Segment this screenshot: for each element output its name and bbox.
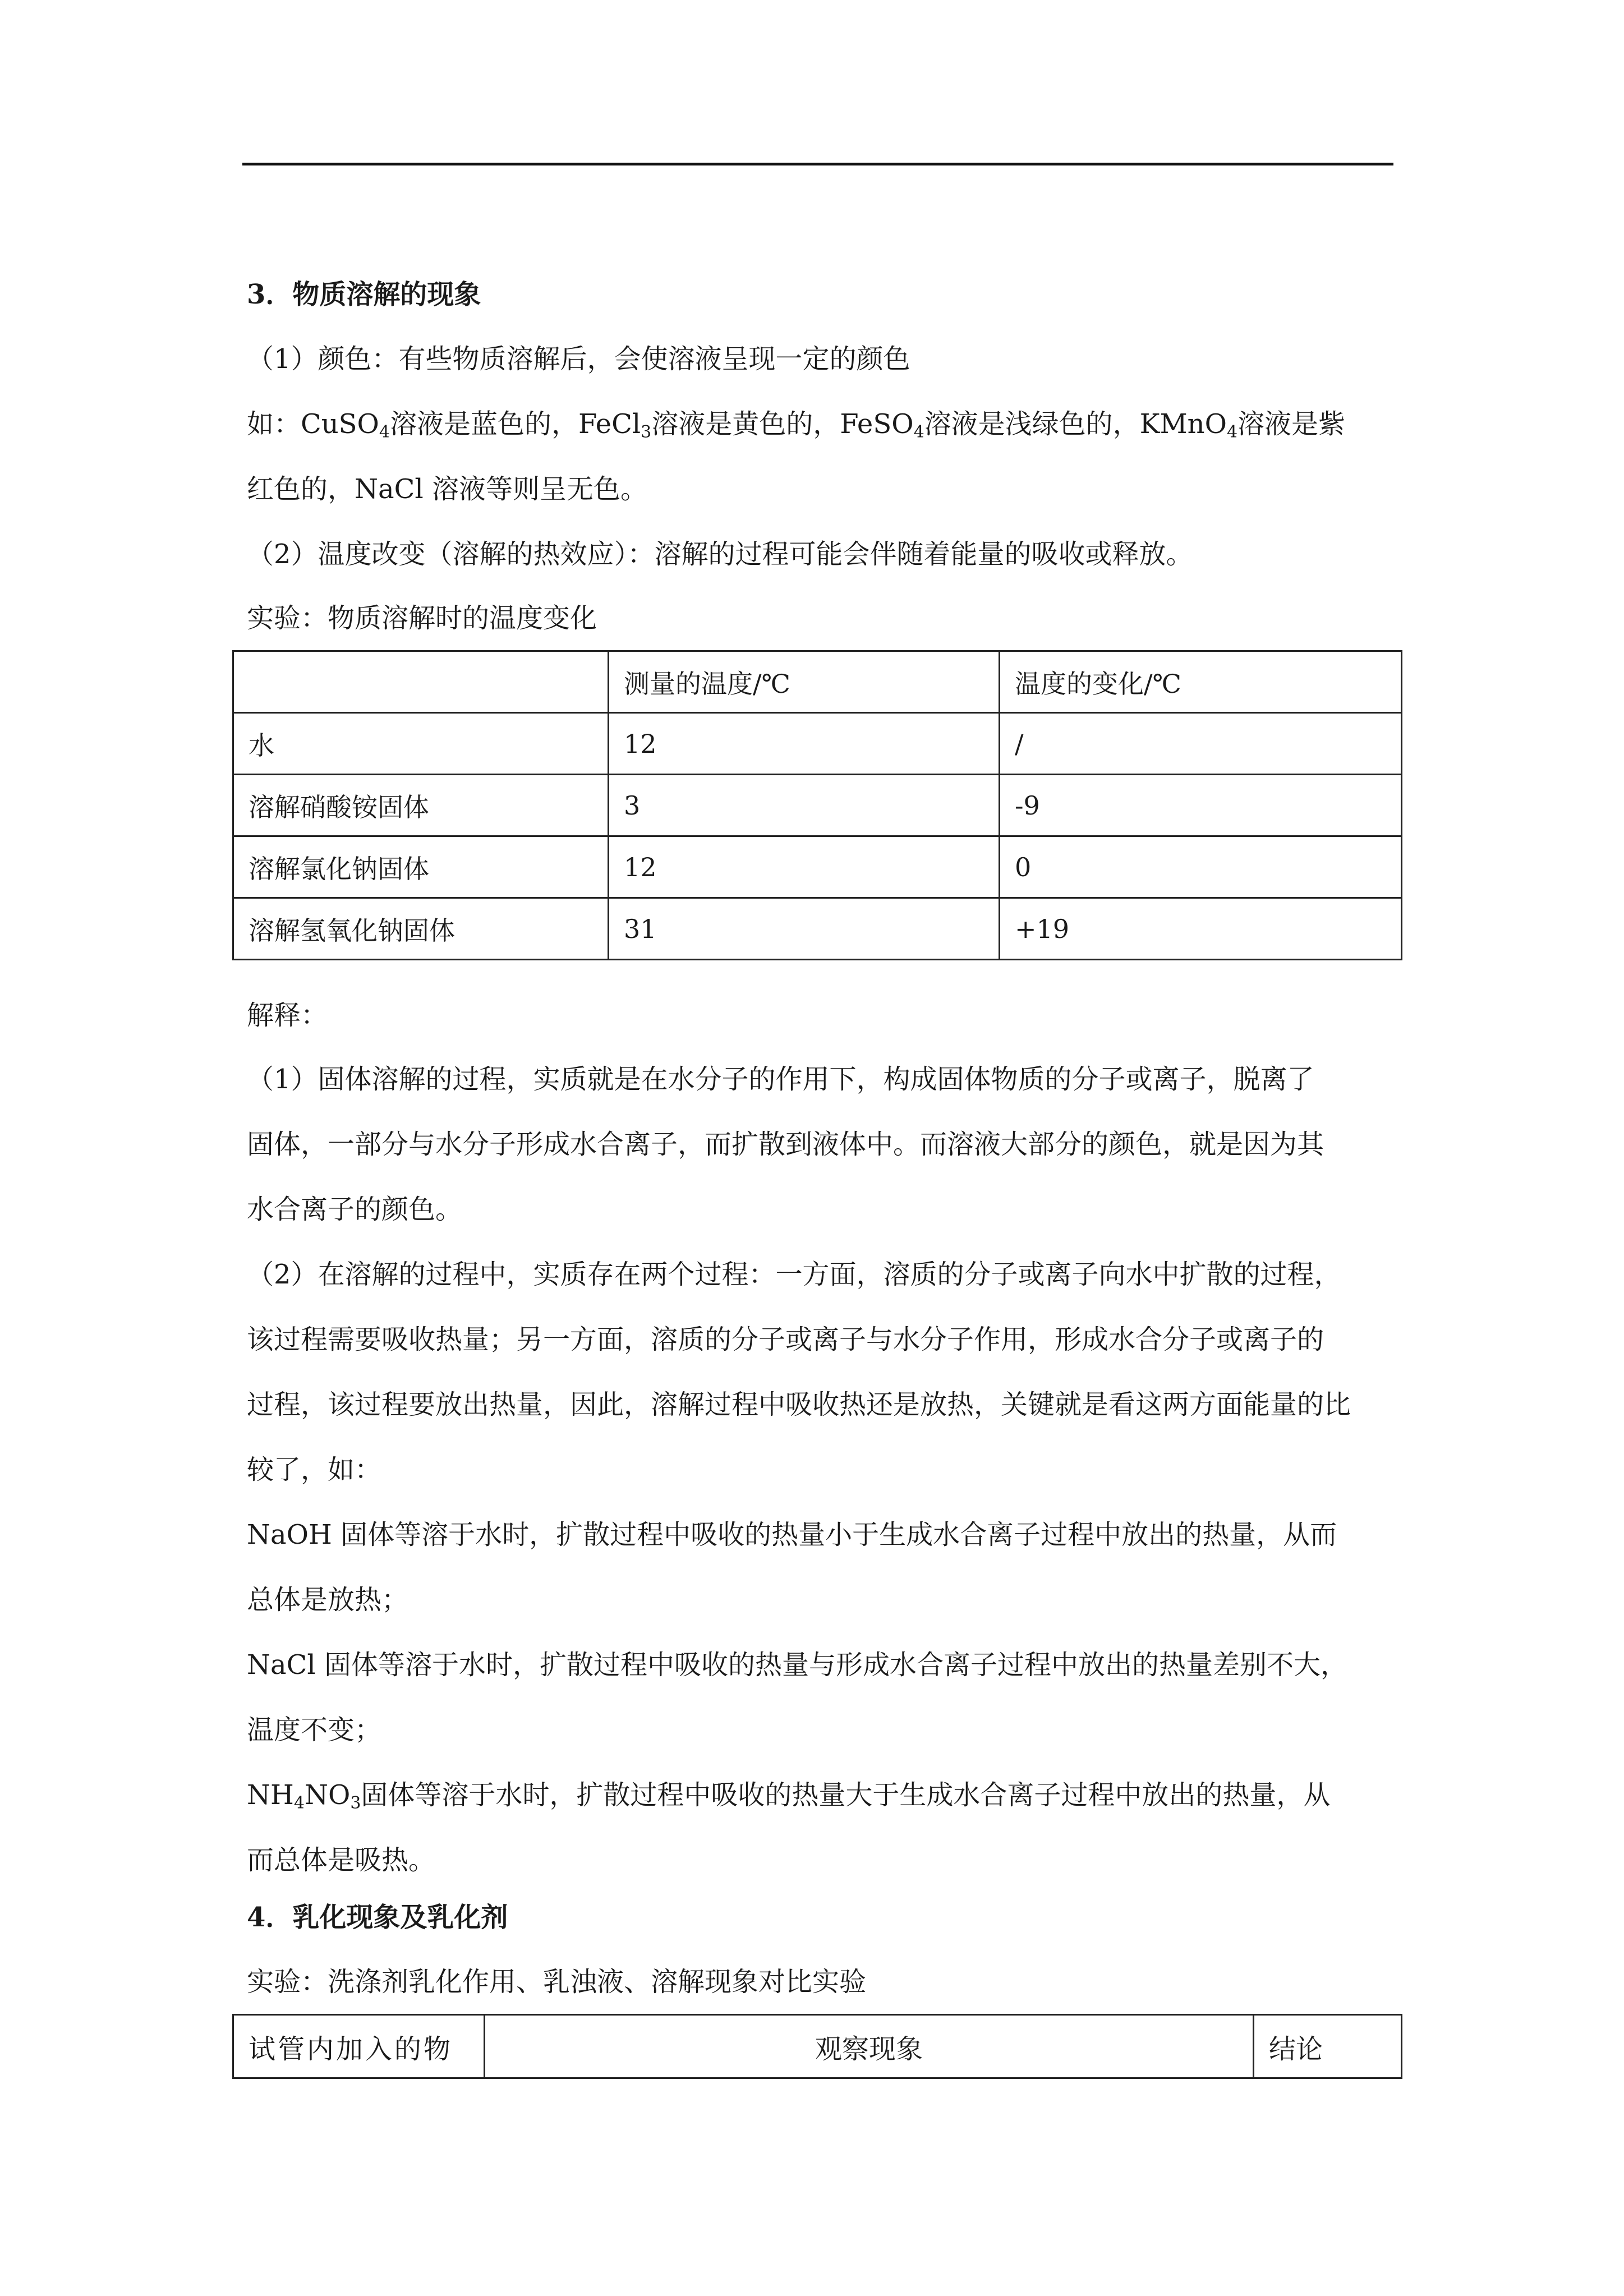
explanation-1-line-1: （1）固体溶解的过程，实质就是在水分子的作用下，构成固体物质的分子或离子，脱离了	[247, 1064, 1314, 1095]
table-cell: 31	[609, 898, 1000, 960]
table-cell: /	[1000, 713, 1402, 775]
header-rule	[242, 163, 1393, 165]
explanation-label: 解释：	[247, 1000, 328, 1031]
table-cell: 12	[609, 713, 1000, 775]
table-row	[233, 898, 1402, 960]
table-row	[233, 775, 1402, 836]
nacl-line-2: 温度不变；	[247, 1714, 382, 1746]
nh4no3-line-1: $NH_4NO_3$固体等溶于水时，扩散过程中吸收的热量大于生成水合离子过程中放出的热量，从	[247, 1779, 1331, 1813]
table-row	[233, 713, 1402, 775]
table-cell: 12	[609, 836, 1000, 898]
explanation-2-line-4: 较了，如：	[247, 1454, 382, 1485]
table-header-cell: 温度的变化/℃	[1000, 651, 1402, 713]
table-header-row	[233, 2015, 1402, 2078]
table-cell: +19	[1000, 898, 1402, 960]
explanation-2-line-2: 该过程需要吸收热量；另一方面，溶质的分子或离子与水分子作用，形成水合分子或离子的	[247, 1324, 1324, 1355]
temperature-table	[232, 650, 1402, 960]
paragraph-examples: 如：CuSO$_4$溶液是蓝色的，FeCl$_3$溶液是黄色的，FeSO$_4$溶液是浅绿色的，KMnO$_4$溶液是紫	[247, 408, 1346, 442]
table-cell: 0	[1000, 836, 1402, 898]
table-row	[233, 836, 1402, 898]
explanation-2-line-1: （2）在溶解的过程中，实质存在两个过程：一方面，溶质的分子或离子向水中扩散的过程，	[247, 1259, 1341, 1290]
table-header-cell: 结论	[1254, 2015, 1402, 2078]
table-cell: 溶解硝酸铵固体	[233, 775, 609, 836]
explanation-1-line-3: 水合离子的颜色。	[247, 1194, 463, 1225]
nh4no3-line-2: 而总体是吸热。	[247, 1844, 436, 1876]
table-cell: -9	[1000, 775, 1402, 836]
explanation-2-line-3: 过程，该过程要放出热量，因此，溶解过程中吸收热还是放热，关键就是看这两方面能量的比	[247, 1389, 1351, 1420]
experiment-label-2: 实验：洗涤剂乳化作用、乳浊液、溶解现象对比实验	[247, 1966, 867, 1998]
table-cell: 3	[609, 775, 1000, 836]
table-cell: 溶解氯化钠固体	[233, 836, 609, 898]
naoh-line-2: 总体是放热；	[247, 1584, 409, 1616]
section-4-heading: 4．乳化现象及乳化剂	[247, 1902, 508, 1933]
table-header-cell	[233, 651, 609, 713]
paragraph-temperature: （2）温度改变（溶解的热效应）：溶解的过程可能会伴随着能量的吸收或释放。	[247, 539, 1193, 570]
table-header-row	[233, 651, 1402, 713]
table-header-cell: 试管内加入的物	[233, 2015, 485, 2078]
table-header-cell: 测量的温度/℃	[609, 651, 1000, 713]
experiment-label: 实验：物质溶解时的温度变化	[247, 602, 597, 634]
paragraph-examples-cont: 红色的，NaCl 溶液等则呈无色。	[247, 473, 647, 505]
table-header-cell: 观察现象	[485, 2015, 1254, 2078]
nacl-line-1: NaCl 固体等溶于水时，扩散过程中吸收的热量与形成水合离子过程中放出的热量差别不大，	[247, 1649, 1347, 1681]
paragraph-color: （1）颜色：有些物质溶解后，会使溶液呈现一定的颜色	[247, 343, 910, 375]
table-cell: 溶解氢氧化钠固体	[233, 898, 609, 960]
section-3-heading: 3．物质溶解的现象	[247, 279, 481, 310]
explanation-1-line-2: 固体，一部分与水分子形成水合离子，而扩散到液体中。而溶液大部分的颜色，就是因为其	[247, 1129, 1324, 1160]
emulsion-table	[232, 2014, 1402, 2079]
naoh-line-1: NaOH 固体等溶于水时，扩散过程中吸收的热量小于生成水合离子过程中放出的热量，从而	[247, 1519, 1337, 1550]
table-cell: 水	[233, 713, 609, 775]
